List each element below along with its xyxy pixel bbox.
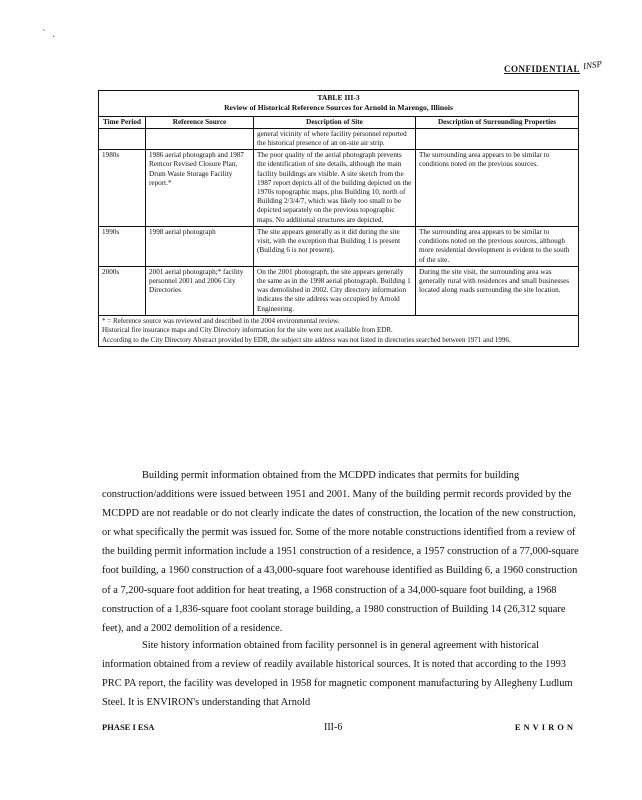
table-title: Review of Historical Reference Sources for Arnold in Marengo, Illinois <box>224 103 453 113</box>
table-number: TABLE III-3 <box>317 93 360 102</box>
body-paragraph-2: Site history information obtained from facility personnel is in general agreement with historical information obtained from a review of readily available historical sources. It is noted that according to the 1993 PRC PA report, the facility was developed in 1958 for magnetic component manufacturing by Allegheny Ludlum Steel. It is ENVIRON's understanding that Arnold <box>102 640 573 709</box>
header-time-period: Time Period <box>99 116 146 128</box>
table-row <box>99 226 579 266</box>
cell-surrounding: The surrounding area appears to be similar to conditions noted on the previous sources, although more residential development is evident to the south of the site. <box>416 226 579 266</box>
table-row-continued <box>99 128 579 149</box>
footer-company: ENVIRON <box>514 722 576 732</box>
cell-surrounding: During the site visit, the surrounding area was generally rural with residences and small businesses located along roads surrounding the site location. <box>416 266 579 315</box>
table-header-row <box>99 116 579 128</box>
table-row <box>99 150 579 227</box>
table-caption <box>99 91 579 117</box>
cell-source: 1986 aerial photograph and 1987 Remcor Revised Closure Plan, Drum Waste Storage Facility report.* <box>146 150 254 227</box>
table-note: According to the City Directory Abstract provided by EDR, the subject site address was not listed in directories searched between 1971 and 1996. <box>102 335 511 344</box>
table-note: Historical fire insurance maps and City Directory information for the site were not available from EDR. <box>102 326 393 335</box>
table-row <box>99 266 579 315</box>
footer-document-type: PHASE I ESA <box>102 722 155 732</box>
cell-source: 2001 aerial photograph;* facility personnel 2001 and 2006 City Directories <box>146 266 254 315</box>
cell-period: 1980s <box>99 150 146 227</box>
cell-site: On the 2001 photograph, the site appears generally the same as in the 1998 aerial photograph. Building 1 was demolished in 2002. City directory information indicates the site address was occupied by Arnold Engineering. <box>254 266 416 315</box>
confidential-stamp: CONFIDENTIAL <box>503 64 580 74</box>
handwritten-note: INSP <box>582 58 603 72</box>
footer-page-number: III-6 <box>324 722 343 733</box>
table-note: * = Reference source was reviewed and described in the 2004 environmental review. <box>102 316 340 325</box>
continued-site-text: general vicinity of where facility personnel reported the historical presence of an on-site air strip. <box>254 128 416 149</box>
cell-site: The site appears generally as it did during the site visit, with the exception that Building 1 is present (Building 6 is not present). <box>254 226 416 266</box>
cell-period: 1990s <box>99 226 146 266</box>
header-description-of-surrounding: Description of Surrounding Properties <box>416 116 579 128</box>
cell-period: 2000s <box>99 266 146 315</box>
cell-surrounding: The surrounding area appears to be similar to conditions noted on the previous sources. <box>416 150 579 227</box>
header-description-of-site: Description of Site <box>254 116 416 128</box>
table-notes-row <box>99 315 579 346</box>
header-reference-source: Reference Source <box>146 116 254 128</box>
body-paragraph-1: Building permit information obtained from the MCDPD indicates that permits for building construction/additions were issued between 1951 and 2001. Many of the building permit records provided by the MCDPD are not readable or do not clearly indicate the dates of construction, the location of the new construction, or what specifically the permit was issued for. Some of the more notable constructions identified from a review of the building permit information include a 1951 construction of a residence, a 1957 construction of a 77,000-square foot building, a 1960 construction of a 43,000-square foot warehouse identified as Building 6, a 1960 construction of a 7,200-square foot addition for heat treating, a 1968 construction of a 34,000-square foot building, a 1968 construction of a 1,836-square foot coolant storage building, a 1980 construction of Building 14 (26,312 square feet), and a 2002 demolition of a residence. <box>102 470 579 634</box>
cell-site: The poor quality of the aerial photograph prevents the identification of site details, although the main facility buildings are visible. A site sketch from the 1987 report depicts all of the building depicted on the 1970s topographic maps, plus Building 10, north of Building 2/3/4/7, which was likely too small to be depicted separately on the previous topographic maps. No additional structures are depicted. <box>254 150 416 227</box>
scan-mark: ` . <box>42 28 58 40</box>
cell-source: 1998 aerial photograph <box>146 226 254 266</box>
historical-reference-table <box>98 90 578 347</box>
